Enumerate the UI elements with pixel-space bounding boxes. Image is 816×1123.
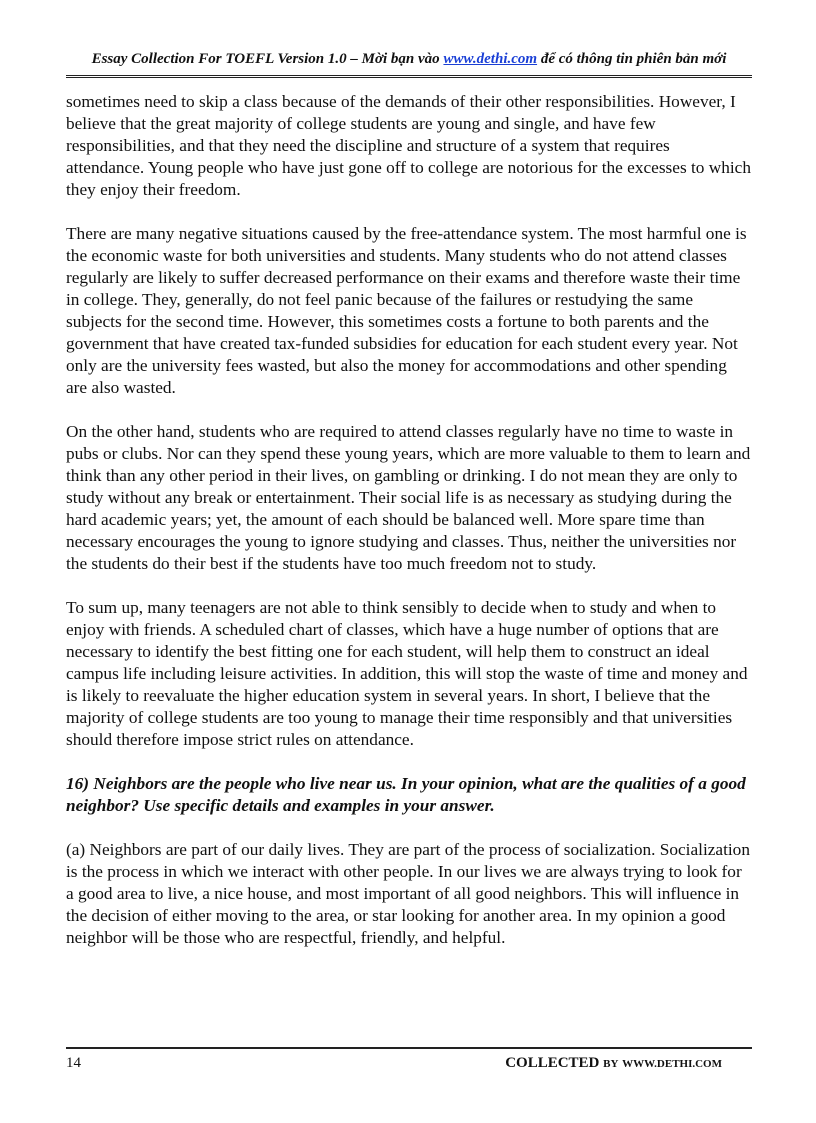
header-suffix: để có thông tin phiên bản mới <box>537 51 727 67</box>
footer-site: WWW.DETHI.COM <box>622 1058 722 1070</box>
header-title: Essay Collection For TOEFL Version 1.0 – Mời bạn vào <box>91 51 444 67</box>
paragraph-conclusion: To sum up, many teenagers are not able to think sensibly to decide when to study and when to enjoy with friends. A scheduled chart of classes, which have a huge number of options that are necessary to identify the best fitting one for each student, will help them to construct an ideal campus life including leisure activities. In addition, this will stop the waste of time and money and is likely to reevaluate the higher education system in several years. In short, I believe that the majority of college students are too young to manage their time responsibly and that universities should therefore impose strict rules on attendance. <box>66 598 748 749</box>
header-link[interactable]: www.dethi.com <box>443 51 538 67</box>
footer-credit <box>505 1054 722 1073</box>
footer-rule <box>66 1047 752 1049</box>
question-heading: 16) Neighbors are the people who live near us. In your opinion, what are the qualities of a good neighbor? Use specific details and examples in your answer. <box>66 774 746 815</box>
footer-by: BY <box>603 1058 619 1070</box>
paragraph-continuation: sometimes need to skip a class because of the demands of their other responsibilities. However, I believe that the great majority of college students are young and single, and have few responsibilities, and that they need the discipline and structure of a system that requires attendance. Young people who have just gone off to college are notorious for the excesses to which they enjoy their freedom. <box>66 92 751 199</box>
paragraph-answer-a: (a) Neighbors are part of our daily lives. They are part of the process of socialization. Socialization is the process in which we interact with other people. In our lives we are always trying to look for a good area to live, a nice house, and most important of all good neighbors. This will influence in the decision of either moving to the area, or star looking for another area. In my opinion a good neighbor will be those who are respectful, friendly, and helpful. <box>66 840 750 947</box>
paragraph-other-hand: On the other hand, students who are required to attend classes regularly have no time to waste in pubs or clubs. Nor can they spend these young years, which are more valuable to them to learn and think than any other period in their lives, on gambling or drinking. I do not mean they are only to study without any break or entertainment. Their social life is as necessary as studying during the hard academic years; yet, the amount of each should be balanced well. More spare time than necessary encourages the young to ignore studying and classes. Thus, neither the universities nor the students do their best if the students have too much freedom not to study. <box>66 422 751 573</box>
essay-body <box>66 91 752 971</box>
footer-collected: COLLECTED <box>505 1055 600 1071</box>
header-rule <box>66 75 752 78</box>
paragraph-negative-situations: There are many negative situations caused by the free-attendance system. The most harmful one is the economic waste for both universities and students. Many students who do not attend classes regularly are likely to suffer decreased performance on their exams and therefore waste their time in college. They, generally, do not feel panic because of the failures or restudying the same subjects for the second time. However, this sometimes costs a fortune to both parents and the government that have created tax-funded subsidies for education for each student every year. Not only are the university fees wasted, but also the money for accommodations and other spending are also wasted. <box>66 224 747 397</box>
running-header <box>66 49 752 69</box>
page-number: 14 <box>66 1055 81 1071</box>
